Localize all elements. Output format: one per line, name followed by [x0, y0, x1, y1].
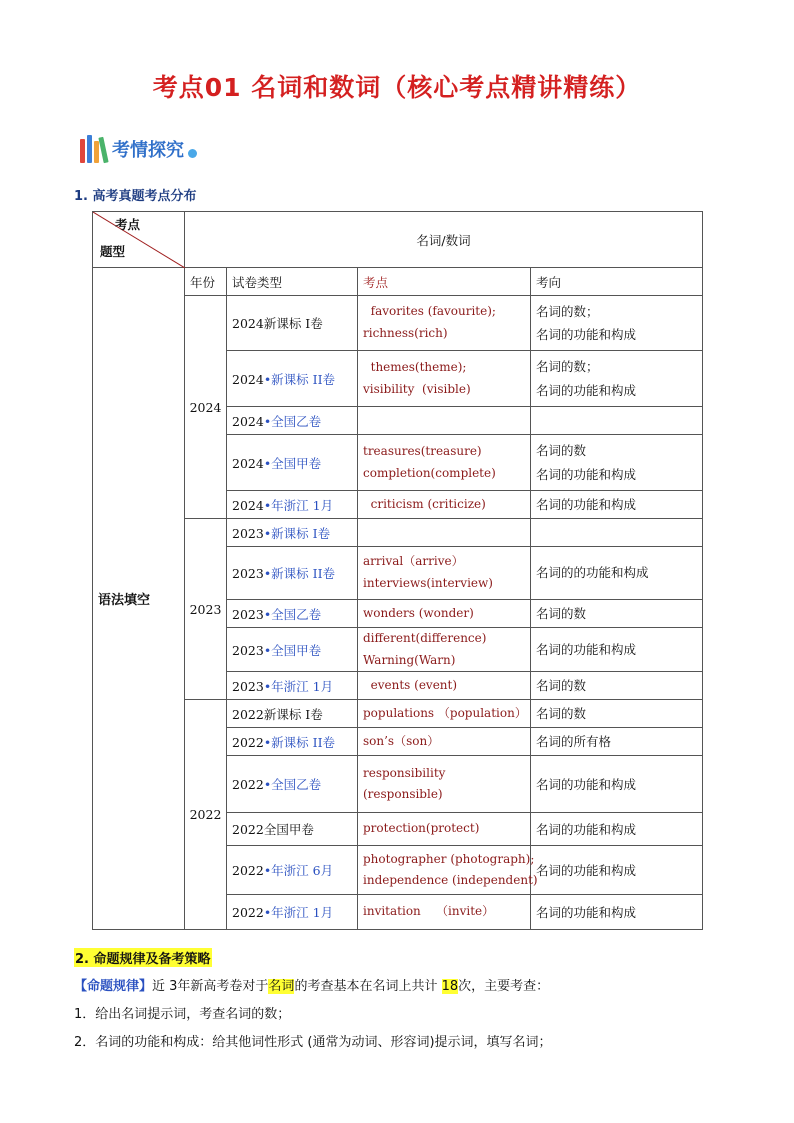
point-cell — [358, 756, 531, 813]
paper-cell — [227, 813, 358, 846]
paper-name: •新课标 I卷 — [263, 525, 331, 541]
paper-cell — [227, 407, 358, 435]
paper-name: •全国乙卷 — [263, 606, 322, 622]
column-header: 年份 — [185, 268, 227, 296]
rule-item-1: 1．给出名词提示词，考查名词的数； — [74, 1007, 291, 1022]
point-cell — [358, 895, 531, 930]
point-line: richness(rich) — [363, 326, 448, 340]
direction-cell — [531, 700, 703, 728]
section-banner — [80, 132, 197, 166]
rule-item-2: 2．名词的功能和构成：给其他词性形式 (通常为动词、形容词)提示词，填写名词； — [74, 1035, 552, 1050]
paper-name: •年浙江 6月 — [263, 863, 334, 879]
paper-year: 2023 — [232, 678, 264, 694]
direction-cell — [531, 351, 703, 407]
direction-cell — [531, 491, 703, 519]
paper-cell — [227, 435, 358, 491]
point-line: treasures(treasure) — [363, 443, 482, 458]
direction-cell — [531, 756, 703, 813]
paper-name: 全国甲卷 — [263, 822, 314, 838]
rule-label: 【命题规律】 — [74, 979, 153, 994]
point-cell — [358, 846, 538, 895]
page-title: 考点01 名词和数词（核心考点精讲精练） — [152, 73, 642, 102]
direction-cell — [531, 407, 703, 435]
paper-name: 新课标 I卷 — [263, 316, 323, 331]
paper-year: 2024 — [232, 371, 264, 387]
paper-cell — [227, 672, 358, 700]
section1-heading: 1. 高考真题考点分布 — [74, 189, 197, 204]
direction-cell — [531, 813, 703, 846]
column-header: 试卷类型 — [227, 268, 358, 296]
point-line: populations （population） — [363, 705, 527, 720]
point-cell — [358, 519, 531, 547]
paper-year: 2023 — [232, 606, 264, 622]
point-cell — [358, 435, 531, 491]
direction-cell — [531, 435, 703, 491]
point-line: wonders (wonder) — [363, 605, 474, 620]
direction-cell — [531, 672, 703, 700]
paper-name: •全国乙卷 — [263, 413, 322, 429]
paper-name: •全国乙卷 — [263, 777, 322, 793]
point-line: Warning(Warn) — [363, 652, 456, 667]
direction-line: 名词的所有格 — [536, 734, 612, 750]
direction-line: 名词的功能和构成 — [536, 862, 637, 878]
rule-highlight-count: 18 — [441, 979, 459, 994]
point-line: different(difference) — [363, 631, 487, 645]
table-row — [93, 700, 703, 728]
rule-paragraph — [74, 975, 549, 994]
direction-cell — [531, 728, 703, 756]
year-cell: 2023 — [185, 519, 227, 700]
paper-name: 新课标 I卷 — [263, 706, 323, 722]
paper-name: •年浙江 1月 — [263, 905, 334, 921]
paper-cell — [227, 728, 358, 756]
paper-year: 2022 — [232, 777, 264, 793]
paper-cell — [227, 519, 358, 547]
direction-line: 名词的功能和构成 — [536, 776, 637, 792]
direction-line: 名词的数 — [536, 706, 587, 722]
paper-cell — [227, 700, 358, 728]
paper-year: 2024 — [232, 455, 264, 471]
point-line: photographer (photograph); — [363, 851, 535, 866]
direction-line: 名词的数； — [536, 303, 599, 319]
point-cell — [358, 407, 531, 435]
direction-line: 名词的功能和构成 — [536, 466, 637, 482]
column-header-row — [93, 268, 703, 296]
paper-year: 2022 — [232, 863, 264, 879]
point-cell — [358, 700, 531, 728]
point-line: protection(protect) — [363, 821, 480, 836]
paper-name: •新课标 II卷 — [263, 566, 336, 581]
rule-text-c: 次，主要考查： — [458, 979, 550, 994]
point-cell — [358, 547, 531, 600]
direction-line: 名词的数 — [536, 443, 587, 459]
direction-line: 名词的数 — [536, 678, 587, 694]
point-line: responsibility — [363, 765, 446, 780]
point-line: (responsible) — [363, 787, 443, 802]
paper-cell — [227, 547, 358, 600]
paper-year: 2022 — [232, 706, 264, 722]
dot-icon — [188, 149, 197, 158]
direction-line: 名词的的功能和构成 — [536, 565, 649, 581]
direction-cell — [531, 547, 703, 600]
point-line: events (event) — [363, 677, 458, 692]
direction-line: 名词的功能和构成 — [536, 496, 637, 512]
direction-cell — [531, 628, 703, 672]
paper-name: •全国甲卷 — [263, 642, 322, 658]
point-cell — [358, 628, 531, 672]
question-type-cell: 语法填空 — [93, 268, 185, 930]
point-line: invitation （invite） — [363, 904, 495, 919]
rule-text-a: 近 3年新高考卷对于 — [152, 979, 269, 994]
point-line: visibility (visible) — [363, 381, 471, 396]
point-cell — [358, 728, 531, 756]
direction-line: 名词的数 — [536, 605, 587, 621]
direction-cell — [531, 296, 703, 351]
section2-heading: 2. 命题规律及备考策略 — [74, 948, 212, 967]
paper-name: •新课标 II卷 — [263, 734, 336, 750]
direction-cell — [531, 519, 703, 547]
banner-text: 考情探究 — [112, 140, 184, 161]
point-cell — [358, 813, 531, 846]
exam-distribution-table — [92, 211, 703, 930]
direction-line: 名词的功能和构成 — [536, 642, 637, 658]
corner-top-label: 考点 — [115, 217, 141, 232]
books-icon — [80, 135, 108, 163]
point-line: completion(complete) — [363, 465, 496, 480]
direction-line: 名词的功能和构成 — [536, 382, 637, 398]
paper-cell — [227, 351, 358, 407]
corner-bottom-label: 题型 — [100, 244, 126, 259]
paper-year: 2022 — [232, 905, 264, 921]
point-line: independence (independent) — [363, 873, 538, 888]
year-cell: 2024 — [185, 296, 227, 519]
paper-cell — [227, 296, 358, 351]
point-line: interviews(interview) — [363, 576, 493, 590]
direction-line: 名词的数； — [536, 359, 599, 375]
paper-cell — [227, 756, 358, 813]
direction-line: 名词的功能和构成 — [536, 821, 637, 837]
point-cell — [358, 351, 531, 407]
paper-year: 2024 — [232, 316, 264, 331]
header-main-cell: 名词/数词 — [185, 212, 703, 268]
paper-year: 2024 — [232, 497, 264, 513]
paper-cell — [227, 600, 358, 628]
direction-line: 名词的功能和构成 — [536, 327, 637, 342]
column-header: 考点 — [358, 268, 531, 296]
paper-year: 2023 — [232, 566, 264, 581]
paper-year: 2022 — [232, 822, 264, 838]
paper-name: •年浙江 1月 — [263, 497, 334, 513]
table-header-row — [93, 212, 703, 268]
paper-name: •年浙江 1月 — [263, 678, 334, 694]
point-line: arrival（arrive） — [363, 554, 464, 569]
point-cell — [358, 672, 531, 700]
direction-line: 名词的功能和构成 — [536, 904, 637, 920]
table-row — [93, 296, 703, 351]
rule-text-b: 的考查基本在名词上共计 — [294, 979, 442, 994]
paper-name: •新课标 II卷 — [263, 371, 336, 387]
point-line: criticism (criticize) — [363, 496, 486, 511]
point-cell — [358, 600, 531, 628]
paper-year: 2023 — [232, 642, 264, 658]
paper-cell — [227, 628, 358, 672]
direction-cell — [531, 895, 703, 930]
paper-name: •全国甲卷 — [263, 455, 322, 471]
paper-year: 2024 — [232, 413, 264, 429]
direction-cell — [531, 600, 703, 628]
point-line: themes(theme); — [363, 359, 467, 374]
table-row — [93, 519, 703, 547]
point-line: favorites (favourite); — [363, 304, 496, 319]
column-header: 考向 — [531, 268, 703, 296]
year-cell: 2022 — [185, 700, 227, 930]
paper-cell — [227, 491, 358, 519]
paper-cell — [227, 846, 358, 895]
paper-cell — [227, 895, 358, 930]
point-line: son’s（son） — [363, 733, 440, 748]
direction-cell — [531, 846, 703, 895]
point-cell — [358, 491, 531, 519]
paper-year: 2022 — [232, 734, 264, 750]
paper-year: 2023 — [232, 525, 264, 541]
corner-cell — [93, 212, 185, 268]
rule-highlight-noun: 名词 — [268, 979, 295, 994]
point-cell — [358, 296, 531, 351]
